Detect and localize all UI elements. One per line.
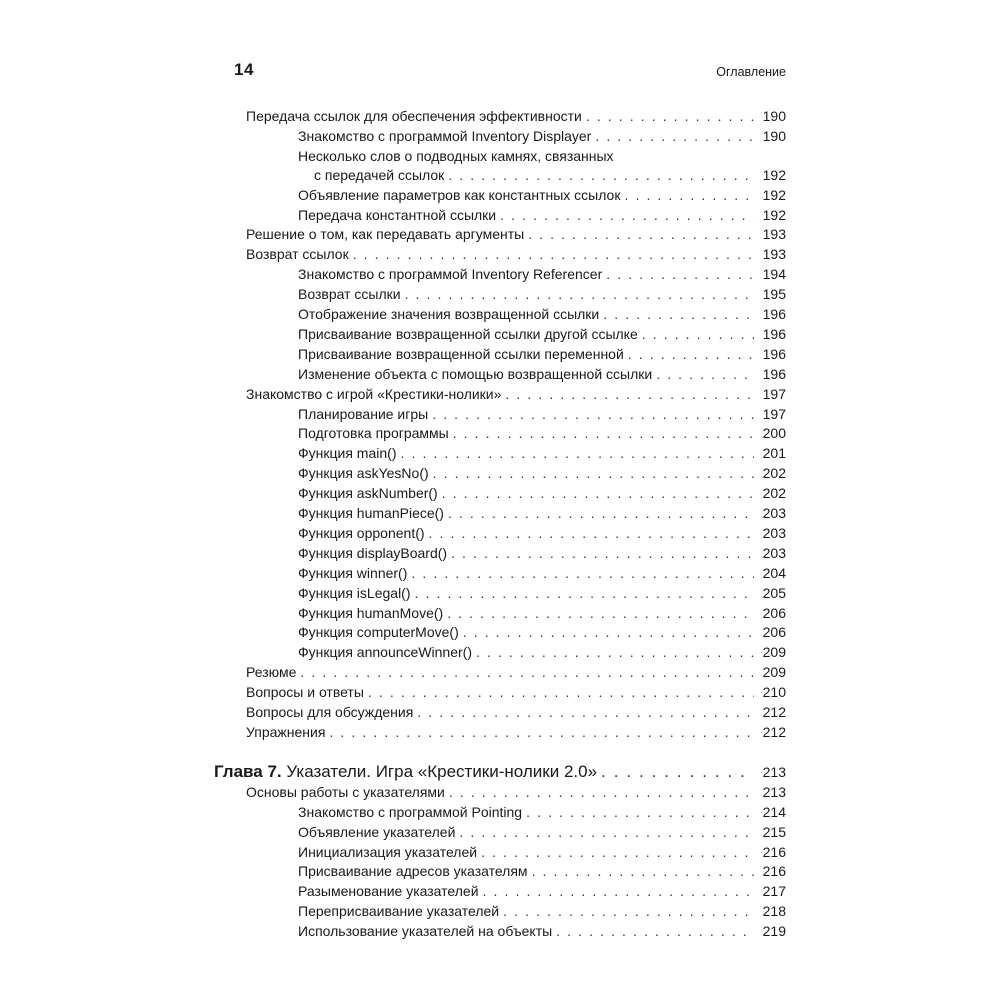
dot-leader <box>481 842 754 862</box>
toc-row <box>0 344 1000 364</box>
toc-row <box>0 622 1000 642</box>
dot-leader <box>532 861 754 881</box>
toc-row <box>0 304 1000 324</box>
toc-page-number: 194 <box>762 266 786 283</box>
dot-leader <box>628 344 754 364</box>
toc-entry-title: Решение о том, как передавать аргументы <box>246 226 525 243</box>
toc-chapter-row <box>0 760 1000 784</box>
toc-entry[interactable] <box>246 384 786 404</box>
dot-leader <box>459 822 754 842</box>
toc-entry[interactable] <box>298 126 786 146</box>
toc-row <box>0 842 1000 862</box>
toc-entry-title: Изменение объекта с помощью возвращенной ссылки <box>298 365 653 382</box>
dot-leader <box>503 901 754 921</box>
dot-leader <box>463 622 754 642</box>
toc-entry-title: Передача ссылок для обеспечения эффективности <box>246 108 582 124</box>
toc-entry-title: Передача константной ссылки <box>298 206 497 223</box>
toc-entry-title-wrap <box>298 622 463 642</box>
toc-row <box>0 682 1000 702</box>
toc-entry[interactable] <box>298 264 786 284</box>
toc-entry-title-wrap <box>298 881 483 901</box>
toc-entry[interactable] <box>298 185 786 205</box>
toc-entry-title: Функция main() <box>298 445 397 462</box>
toc-page-number: 192 <box>762 206 786 223</box>
toc-entry[interactable] <box>298 861 786 881</box>
toc-row <box>0 861 1000 881</box>
dot-leader <box>483 881 754 901</box>
toc-page-number: 203 <box>762 505 786 521</box>
toc-entry-title-wrap <box>246 244 353 264</box>
toc-row <box>0 503 1000 523</box>
toc-row <box>0 443 1000 463</box>
toc-row <box>0 921 1000 941</box>
toc-row <box>0 583 1000 603</box>
dot-leader <box>442 483 754 503</box>
toc-entry-title: Инициализация указателей <box>298 843 478 860</box>
toc-page-number: 209 <box>762 644 786 661</box>
toc-page-number: 218 <box>762 903 786 920</box>
toc-entry-title: Возврат ссылок <box>246 246 349 263</box>
toc-entry-title: Отображение значения возвращенной ссылки <box>298 306 600 322</box>
toc-page-number: 206 <box>762 604 786 621</box>
toc-entry-title: Функция isLegal() <box>298 584 411 601</box>
dot-leader <box>603 304 754 324</box>
toc-row <box>0 543 1000 563</box>
toc-page-number: 195 <box>762 286 786 303</box>
toc-entry[interactable] <box>298 642 786 662</box>
toc-entry-title: Функция humanMove() <box>298 604 444 621</box>
toc-entry-title: Знакомство с игрой «Крестики-нолики» <box>246 385 502 402</box>
toc-chapter-heading <box>214 760 601 784</box>
dot-leader <box>411 563 754 583</box>
toc-entry-title-wrap <box>298 503 448 523</box>
toc-entry-title: Знакомство с программой Inventory Displayer <box>298 127 592 144</box>
dot-leader <box>415 583 755 603</box>
toc-entry-title-wrap <box>298 324 642 344</box>
toc-page-number: 192 <box>762 186 786 203</box>
toc-entry-title-wrap <box>298 483 442 503</box>
dot-leader <box>447 603 754 623</box>
toc-entry[interactable] <box>246 106 786 126</box>
toc-entry-title: Присваивание адресов указателям <box>298 863 528 880</box>
toc-entry[interactable] <box>298 165 786 185</box>
toc-entry-title-wrap <box>298 523 429 543</box>
toc-row <box>0 782 1000 802</box>
toc-entry-title-wrap <box>298 165 448 185</box>
toc-entry-title-wrap <box>298 205 500 225</box>
toc-entry[interactable] <box>246 662 786 682</box>
toc-row <box>0 423 1000 443</box>
toc-entry-title: Подготовка программы <box>298 425 449 442</box>
toc-page-number: 193 <box>762 226 786 243</box>
toc-page-number: 219 <box>762 923 786 940</box>
toc-entry-title: Объявление параметров как константных ссылок <box>298 186 621 203</box>
toc-entry-title: Функция computerMove() <box>298 624 459 641</box>
toc-entry-title: Знакомство с программой Pointing <box>298 803 523 820</box>
toc-row <box>0 244 1000 264</box>
toc-page-number: 216 <box>762 863 786 880</box>
toc-entry-title: Основы работы с указателями <box>246 783 445 800</box>
dot-leader <box>448 503 754 523</box>
toc-page-number: 210 <box>762 684 786 701</box>
toc-entry[interactable] <box>246 682 786 702</box>
toc-entry[interactable] <box>298 583 786 603</box>
toc-page-number: 197 <box>762 385 786 402</box>
toc-entry-title-wrap <box>298 802 526 822</box>
toc-row <box>0 185 1000 205</box>
toc-entry-title-wrap <box>246 662 300 682</box>
toc-entry-title-wrap <box>298 842 481 862</box>
toc-entry[interactable] <box>246 782 786 802</box>
toc-page-number: 197 <box>762 405 786 422</box>
dot-leader <box>601 760 754 784</box>
dot-leader <box>451 543 754 563</box>
toc-page-number: 193 <box>762 246 786 263</box>
dot-leader <box>624 185 754 205</box>
toc-page-number: 196 <box>762 345 786 362</box>
dot-leader <box>586 106 754 126</box>
dot-leader <box>417 702 754 722</box>
toc-row <box>0 264 1000 284</box>
toc-entry[interactable] <box>298 921 786 941</box>
toc-entry-title: Разыменование указателей <box>298 883 479 900</box>
toc-entry[interactable] <box>298 603 786 623</box>
dot-leader <box>606 264 754 284</box>
toc-page-number: 209 <box>762 664 786 681</box>
toc-entry-title-wrap <box>298 822 459 842</box>
toc-page-number: 190 <box>762 108 786 124</box>
toc-entry-title-wrap <box>298 642 476 662</box>
toc-page-number: 196 <box>762 365 786 382</box>
toc-entry[interactable] <box>298 344 786 364</box>
running-head: Оглавление <box>716 65 786 79</box>
toc-entry-title: Планирование игры <box>298 405 429 422</box>
toc-entry-title: с передачей ссылок <box>314 166 445 183</box>
toc-row <box>0 284 1000 304</box>
dot-leader <box>329 722 754 742</box>
dot-leader <box>656 364 754 384</box>
toc-entry-title-wrap <box>298 443 400 463</box>
toc-entry-title: Упражнения <box>246 723 326 740</box>
toc-entry[interactable] <box>298 324 786 344</box>
toc-row <box>0 603 1000 623</box>
dot-leader <box>400 443 754 463</box>
toc-entry-title: Возврат ссылки <box>298 286 401 303</box>
toc-page-number: 203 <box>762 544 786 561</box>
dot-leader <box>642 324 754 344</box>
toc-entry[interactable] <box>246 722 786 742</box>
toc-entry-title: Переприсваивание указателей <box>298 903 500 920</box>
toc-entry-title-wrap <box>298 344 628 364</box>
toc-page-number: 202 <box>762 465 786 482</box>
toc-page-number: 205 <box>762 584 786 601</box>
toc-row <box>0 205 1000 225</box>
toc-entry-title-wrap <box>298 583 415 603</box>
toc-page-number: 196 <box>762 306 786 322</box>
toc-entry-title: Вопросы для обсуждения <box>246 704 414 720</box>
toc-entry-title-line1: Несколько слов о подводных камнях, связанных <box>298 147 614 164</box>
toc-entry-title: Присваивание возвращенной ссылки другой ссылке <box>298 325 638 342</box>
toc-entry[interactable] <box>246 244 786 264</box>
chapter-label: Глава 7. <box>214 761 282 781</box>
toc-entry-title-wrap <box>246 722 329 742</box>
dot-leader <box>449 782 754 802</box>
toc-page-number: 200 <box>762 425 786 442</box>
toc-entry-title: Функция humanPiece() <box>298 505 444 521</box>
toc-entry-title: Резюме <box>246 664 297 681</box>
toc-entry[interactable] <box>298 563 786 583</box>
dot-leader <box>500 205 754 225</box>
toc-entry[interactable] <box>298 822 786 842</box>
toc-page-number: 217 <box>762 883 786 900</box>
toc-row <box>0 483 1000 503</box>
toc-page-number: 202 <box>762 485 786 502</box>
dot-leader <box>300 662 754 682</box>
toc-entry-title: Функция announceWinner() <box>298 644 472 661</box>
toc-entry-title-wrap <box>298 423 453 443</box>
toc-page-number: 213 <box>762 763 786 780</box>
toc-entry-title-wrap <box>298 463 433 483</box>
toc-row <box>0 901 1000 921</box>
toc-row <box>0 722 1000 742</box>
dot-leader <box>476 642 754 662</box>
toc-row <box>0 324 1000 344</box>
toc-entry-title: Объявление указателей <box>298 823 456 840</box>
toc-page-number: 214 <box>762 803 786 820</box>
dot-leader <box>433 463 754 483</box>
toc-page-number: 213 <box>762 783 786 800</box>
toc-entry-title: Функция askYesNo() <box>298 465 429 482</box>
toc-entry-title-wrap <box>298 126 595 146</box>
toc-page-number: 212 <box>762 723 786 740</box>
toc-entry[interactable] <box>298 443 786 463</box>
toc-page-number: 190 <box>762 127 786 144</box>
toc-chapter-entry[interactable] <box>214 760 786 784</box>
dot-leader <box>595 126 754 146</box>
toc-page-number: 192 <box>762 166 786 183</box>
toc-entry-title-wrap <box>298 921 556 941</box>
toc-row <box>0 802 1000 822</box>
toc-entry-title-wrap <box>246 702 417 722</box>
toc-entry-title-wrap <box>246 106 586 126</box>
toc-entry-title-wrap <box>298 264 606 284</box>
toc-page-number: 206 <box>762 624 786 641</box>
toc-page-number: 204 <box>762 564 786 581</box>
toc-entry-title-wrap <box>298 543 451 563</box>
toc-row <box>0 662 1000 682</box>
chapter-title: Указатели. Игра «Крестики-нолики 2.0» <box>286 761 598 781</box>
toc-entry[interactable] <box>298 842 786 862</box>
toc-entry[interactable] <box>298 404 786 424</box>
toc-entry-title-wrap <box>298 284 405 304</box>
toc-row <box>0 702 1000 722</box>
toc-row <box>0 404 1000 424</box>
toc-entry-title-wrap <box>298 404 432 424</box>
dot-leader <box>368 682 754 702</box>
toc-entry[interactable] <box>298 284 786 304</box>
toc-entry[interactable] <box>298 543 786 563</box>
toc-entry-title-wrap <box>298 901 503 921</box>
toc-entry-title-wrap <box>298 603 447 623</box>
toc-row <box>0 165 1000 185</box>
toc-row <box>0 224 1000 244</box>
dot-leader <box>453 423 754 443</box>
toc-entry[interactable] <box>298 802 786 822</box>
toc-entry-title-wrap <box>298 861 532 881</box>
dot-leader <box>528 224 754 244</box>
toc-entry-title: Знакомство с программой Inventory Referencer <box>298 266 603 283</box>
toc-entry-title: Функция displayBoard() <box>298 544 448 561</box>
toc-page-number: 196 <box>762 325 786 342</box>
dot-leader <box>353 244 754 264</box>
toc-entry[interactable] <box>298 364 786 384</box>
toc-row <box>0 642 1000 662</box>
dot-leader <box>429 523 754 543</box>
toc-page-number: 203 <box>762 524 786 541</box>
toc-entry-title-wrap <box>298 304 603 324</box>
toc-entry[interactable] <box>246 224 786 244</box>
dot-leader <box>448 165 754 185</box>
toc-entry-title: Функция winner() <box>298 564 408 581</box>
toc-entry[interactable] <box>298 205 786 225</box>
toc-entry[interactable] <box>298 503 786 523</box>
toc-entry-title: Присваивание возвращенной ссылки переменной <box>298 345 624 362</box>
toc-entry-title: Использование указателей на объекты <box>298 923 553 940</box>
toc-entry[interactable] <box>298 622 786 642</box>
dot-leader <box>556 921 754 941</box>
toc-entry[interactable] <box>246 702 786 722</box>
toc-entry-title-wrap <box>246 682 368 702</box>
dot-leader <box>526 802 754 822</box>
toc-row <box>0 563 1000 583</box>
toc-row <box>0 364 1000 384</box>
toc-entry[interactable] <box>298 463 786 483</box>
toc-entry-title: Вопросы и ответы <box>246 684 364 701</box>
toc-row <box>0 523 1000 543</box>
toc-entry[interactable] <box>298 901 786 921</box>
toc-entry[interactable] <box>298 304 786 324</box>
dot-leader <box>505 384 754 404</box>
toc-entry-title-wrap <box>246 384 505 404</box>
toc-row <box>0 126 1000 146</box>
toc-entry-title-wrap <box>246 224 528 244</box>
toc-entry-title: Функция askNumber() <box>298 485 438 502</box>
toc-entry-title-wrap <box>298 563 411 583</box>
toc-page-number: 201 <box>762 445 786 462</box>
toc-entry-title-wrap <box>298 364 656 384</box>
toc-entry[interactable] <box>298 523 786 543</box>
toc-row <box>0 463 1000 483</box>
toc-entry[interactable] <box>298 483 786 503</box>
toc-page-number: 216 <box>762 843 786 860</box>
dot-leader <box>432 404 754 424</box>
dot-leader <box>405 284 754 304</box>
toc-row <box>0 822 1000 842</box>
toc-row <box>0 106 1000 126</box>
toc-row <box>0 384 1000 404</box>
toc-page-number: 215 <box>762 823 786 840</box>
toc-entry[interactable] <box>298 423 786 443</box>
toc-entry-title-wrap <box>246 782 449 802</box>
toc-row <box>0 881 1000 901</box>
page-number: 14 <box>234 60 254 79</box>
toc-page-number: 212 <box>762 704 786 720</box>
toc-entry-title-wrap <box>298 185 624 205</box>
toc-entry[interactable] <box>298 881 786 901</box>
toc-entry-title: Функция opponent() <box>298 524 425 541</box>
